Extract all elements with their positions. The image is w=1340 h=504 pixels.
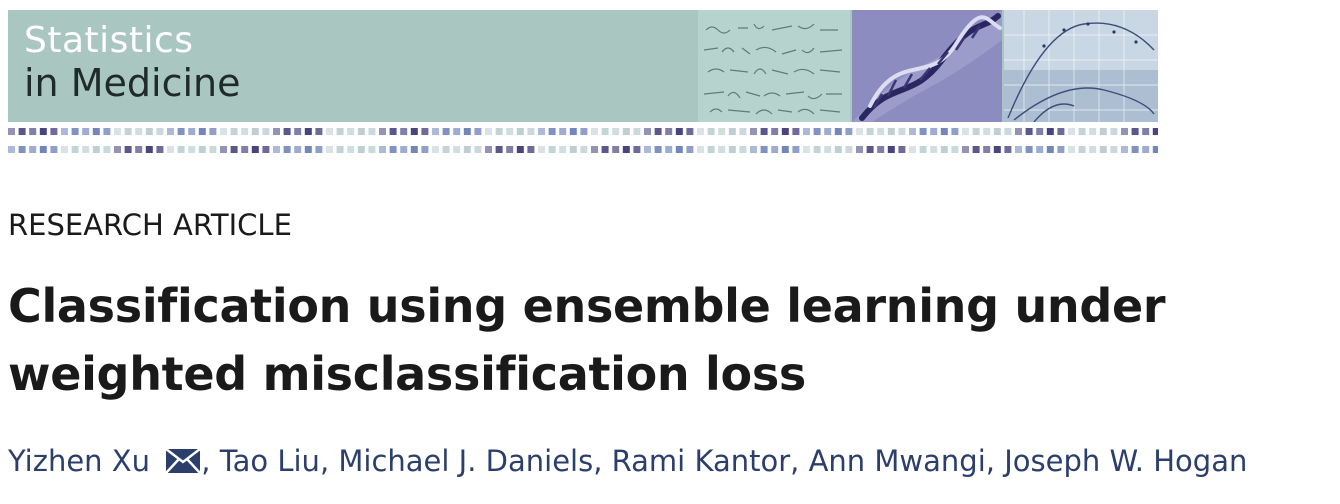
article-type-label: RESEARCH ARTICLE xyxy=(8,208,292,242)
journal-name xyxy=(24,20,240,104)
mail-icon[interactable] xyxy=(165,448,201,474)
author-separator: , xyxy=(319,444,339,478)
author-separator: , xyxy=(201,444,220,478)
journal-name-line1: Statistics xyxy=(24,20,194,61)
author-link[interactable]: Michael J. Daniels xyxy=(338,444,594,478)
graph-image xyxy=(1004,10,1158,122)
author-separator: , xyxy=(790,444,809,478)
dna-helix-image xyxy=(852,10,1002,122)
author-link[interactable]: Tao Liu xyxy=(219,444,320,478)
author-separator: , xyxy=(593,444,612,478)
author-link[interactable]: Yizhen Xu xyxy=(8,444,151,478)
author-link[interactable]: Ann Mwangi xyxy=(808,444,986,478)
author-link[interactable]: Rami Kantor xyxy=(611,444,791,478)
author-separator: , xyxy=(985,444,1005,478)
journal-name-line2: in Medicine xyxy=(24,61,241,105)
journal-banner[interactable] xyxy=(8,10,1158,160)
article-title: Classification using ensemble learning under weighted misclassification loss xyxy=(8,279,1166,401)
math-notes-image xyxy=(698,10,850,122)
journal-banner-header xyxy=(8,10,1158,122)
banner-square-strip xyxy=(8,126,1158,160)
author-list xyxy=(8,444,1247,478)
author-link[interactable]: Joseph W. Hogan xyxy=(1004,444,1248,478)
